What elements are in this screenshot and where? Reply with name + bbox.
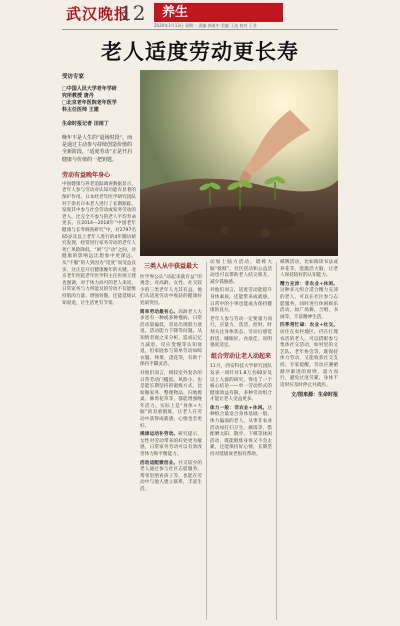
page-number: 12 (120, 1, 146, 25)
paragraph (140, 461, 202, 494)
paragraph-text: 高龄老人大多患有一种或多种慢病，日常活动量偏低，容易出现肌力衰退、活动能力下降等问题。从知情者观之来分析，造成记忆力减退、反应变慢等认知衰退，但家庭参与简单劳动如晾衣服、择菜、浇花等，有助于保持手脚灵活。 (140, 309, 202, 368)
section-title: 养生 (154, 3, 262, 22)
epigraph: 晚年不是人生的“退场时段”，而是通过主动参与持续创造价值的全新阶段。“适度劳动”正是开启健康与价值的一把钥匙。 (62, 135, 133, 163)
section-subhead: 劳动有益晚年身心 (62, 171, 111, 179)
paragraph: 对他们而言，相较室外复杂的日常劳动门槛低、风险小，也是能长期坚持的锻炼方式，比如做家务、整理物品、扫地擦桌、修剪花草等，都能增强晚年活力。实际上是“身体+大脑”的双重锻炼，让老人在劳动中获得成就感，心情也会更好。 (140, 370, 202, 429)
reporter-byline: 生命时报记者 田雨丁 (62, 121, 109, 127)
article-column-1 (140, 260, 202, 494)
seedling-planting-photo (140, 70, 338, 256)
paragraph-lead: 四季常忙碌：农业+社交。 (280, 323, 338, 329)
paragraph: 动加上脑力活动，堪称大脑“救赎”。社区活动和公益活动也可以帮助老人结交朋友，减少孤独感。 (210, 260, 272, 285)
section-subhead: 组合劳动让老人动起来 (210, 352, 271, 360)
author-line: 究所教授 唐丹 (62, 93, 94, 99)
paragraph: 对他们而言，适度劳动能提升身体素质，还能带来成就感，日常中的小事也能成为保持健康的良方。 (210, 288, 272, 314)
paragraph-lead: 精力充沛：非农业+休闲。 (280, 281, 338, 287)
masthead (0, 0, 400, 30)
article-column-2 (210, 260, 272, 459)
section-subhead: 三类人从中获益最大 (143, 263, 198, 270)
paragraph-text: 居住在农村地区、仍在打理农活的老人，可以搭配参与集体社交活动，如村里的文艺队、老年协会等，既保持体力劳动，又能收获社交支持。专家提醒，劳动应遵循循序渐进的原则，量力而行，避免过度劳累，身体不适时应及时停止并就医。 (280, 329, 338, 388)
paragraph (140, 432, 202, 458)
author-line: 科主任医师 王建 (62, 107, 99, 113)
paragraph-lead: 体力一般：非农业+休闲。 (210, 405, 268, 411)
author-line: □北京老年医院老年医学 (62, 100, 117, 106)
sidebar (62, 72, 136, 307)
paragraph-lead: 简单劳动最有心。 (140, 309, 179, 315)
paragraph-text: 研究提示，女性对劳动带来的好处更为敏感，日常家务劳动可以有效改善体力和平衡能力。 (140, 432, 202, 458)
paragraph-text: 社交较少的老人通过参与社区志愿服务、帮邻里照看孩子等，也能在劳动中与他人建立联系，丰富生活。 (140, 460, 202, 492)
paragraph (280, 323, 338, 389)
paragraph (210, 406, 272, 459)
dateline: 2020年1月13日 星期二 责编 郭道中 美编 王达 校对 王君 (154, 23, 257, 28)
article-column-3 (280, 260, 338, 399)
top-rule (62, 29, 338, 30)
column-divider (206, 262, 207, 620)
paragraph-lead: 活动适配微创业。 (140, 460, 179, 466)
paragraph: 11月，西安科技大学研究团队发表一项针对1.8万名60岁及以上人群的研究，得出了一个核心结论——单一劳动形式的健康效益有限，多种劳动组合才能让老人受益更多。 (210, 364, 272, 403)
image-credit: 文/图来源：生命时报 (291, 392, 338, 399)
paragraph (140, 310, 202, 369)
headline: 老人适度劳动更长寿 (101, 40, 299, 64)
paragraph: 棋牌活动，比如阅读书法或养花等，能激活大脑，让老人保持较好的认知能力。 (280, 260, 338, 279)
paragraph: 老年人参与劳动一定要量力而行，应量力、选活、控时，时刻关注身体状态，劳动后感觉舒适、睡眠好、食欲佳，说明强度适宜。 (210, 316, 272, 349)
byline-label: 受访专家 (62, 74, 85, 80)
paragraph-text: 这种多元组合适合精力充沛的老人，可以在社区参与志愿服务，同时进行休闲娱乐活动，如广场舞、合唱、书画等，丰富精神生活。 (280, 288, 338, 320)
paragraph: 医学界公认“动起来就有益”的观念，对高龄、女性、社交较少的三类老年人尤其有益。他们从适度劳动中收获的健康好处最突出。 (140, 274, 202, 306)
section-stripe (262, 3, 332, 22)
paper-name: 武汉晚报 (66, 5, 131, 23)
hero-illustration (140, 70, 338, 256)
sidebar-body: 中国健康与养老追踪调查数据显示，老年人参与劳动对认知功能有显著的保护作用。日本经老年医学研究团队对千余名日本老人进行了长期跟踪，发现其中参与社会劳动或家务劳动的老人，比完全不参与的老人平均寿命更长。在2014—2018年“中国老年健康与长寿调查研究”中，对2797名65岁及以上老年人进行的4年随访研究发现，经常进行家务劳动的老年人死亡风险降低。“闲”与“动”之间，对健康的影响远比想象中更深远。从“不服”的人到因为“适度”而受益良多，这正是开启健康晚年的关键。北京老年医院老年医学科主任医师王建也强调，对于体力尚可的老人来说，日常家务与力所能及的劳动不仅能维持肌肉力量、增强骨骼，还能延缓认知衰退，让生活更有节奏。 (62, 181, 136, 306)
paragraph-lead: 规律运动补劳动。 (140, 432, 179, 438)
paragraph (280, 282, 338, 322)
paragraph-text: 这种组合最适合身体基础一般、体力偏弱的老人，从事非农业活动如打扫卫生、做饭等，搭配晒太阳、散步、下棋等休闲活动，既能锻炼身体又不会太累，还能保持好心情，长期坚持对延缓衰老很有帮助。 (210, 405, 272, 458)
author-line: □中国人民大学老年学研 (62, 86, 117, 92)
column-divider (276, 262, 277, 620)
